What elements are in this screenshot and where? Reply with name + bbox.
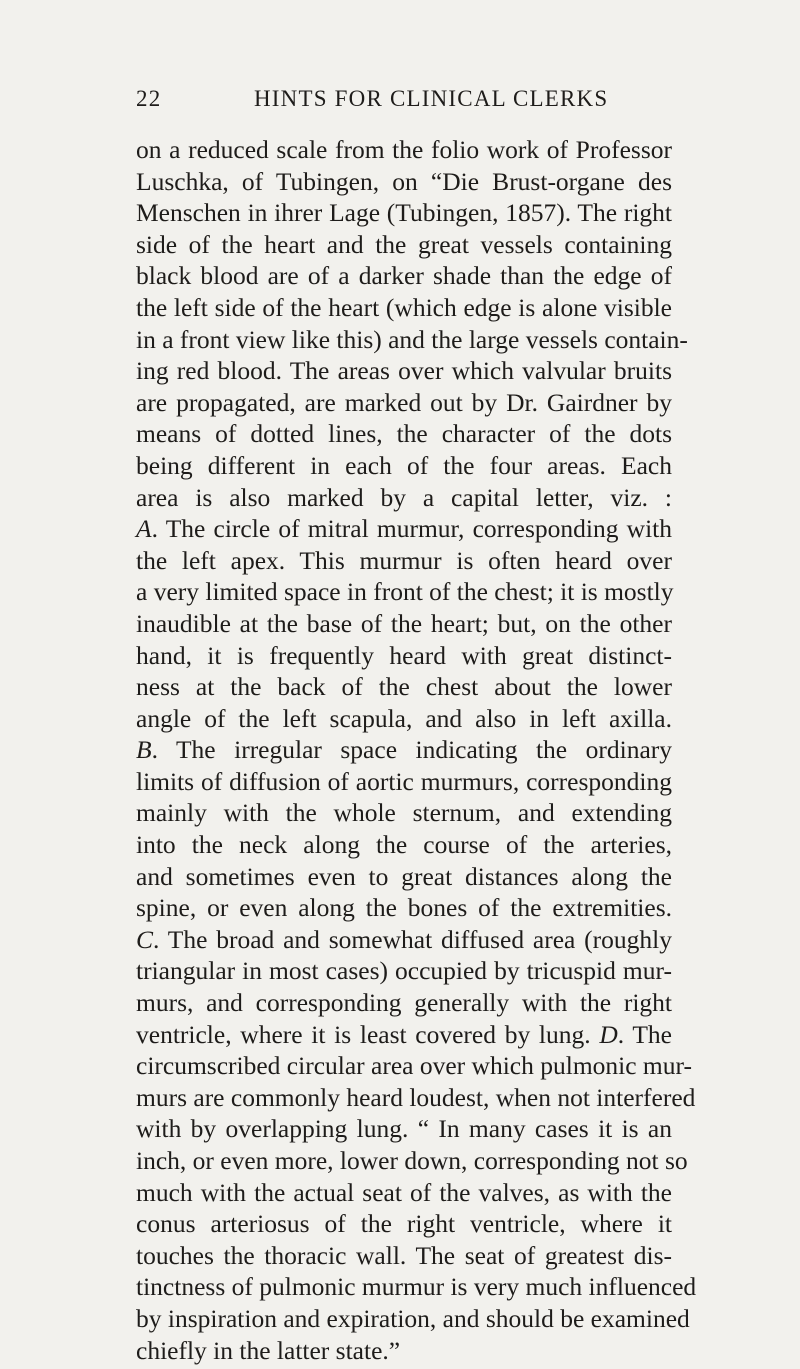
text-line: Menschen in ihrer Lage (Tubingen, 1857). The right — [136, 198, 672, 228]
text-line: and sometimes even to great distances along the — [136, 861, 672, 891]
text-line: touches the thoracic wall. The seat of greatest dis- — [136, 1240, 672, 1270]
text-line: with by overlapping lung. “ In many cases it is an — [136, 1114, 672, 1144]
text-line: are propagated, are marked out by Dr. Gairdner by — [136, 387, 672, 417]
text-line: murs, and corresponding generally with the right — [136, 988, 672, 1018]
text-line: inaudible at the base of the heart; but, on the other — [136, 608, 672, 638]
text-line: Luschka, of Tubingen, on “Die Brust-organe des — [136, 166, 672, 196]
text-line: murs are commonly heard loudest, when not interfered — [136, 1082, 696, 1112]
text-line: chiefly in the latter state.” — [136, 1335, 401, 1365]
text-line: circumscribed circular area over which pulmonic mur- — [136, 1051, 692, 1081]
text-line: inch, or even more, lower down, corresponding not so — [136, 1146, 688, 1175]
text-line: triangular in most cases) occupied by tricuspid mur- — [136, 956, 672, 986]
text-line: in a front view like this) and the large vessels contain- — [136, 324, 688, 354]
text-line: the left side of the heart (which edge is alone visible — [136, 292, 672, 322]
text-line: on a reduced scale from the folio work of Professor — [136, 135, 672, 164]
text-line: C. The broad and somewhat diffused area (roughly — [136, 924, 672, 954]
text-line: side of the heart and the great vessels containing — [136, 229, 672, 259]
text-line: spine, or even along the bones of the extremities. — [136, 893, 672, 923]
text-line: by inspiration and expiration, and should be examined — [136, 1303, 690, 1333]
text-line: tinctness of pulmonic murmur is very much influenced — [136, 1272, 697, 1302]
text-line: black blood are of a darker shade than the edge of — [136, 261, 672, 291]
text-line: means of dotted lines, the character of the dots — [136, 419, 672, 449]
text-line: area is also marked by a capital letter, viz. : — [136, 482, 672, 512]
running-head — [136, 86, 672, 116]
section-letter: C — [136, 924, 154, 954]
text-line: being different in each of the four areas. Each — [136, 450, 672, 480]
text-line: conus arteriosus of the right ventricle, where it — [136, 1209, 672, 1239]
text-line: A. The circle of mitral murmur, corresponding with — [136, 514, 672, 544]
text-line: ing red blood. The areas over which valvular bruits — [136, 356, 672, 386]
text-line: the left apex. This murmur is often heard over — [136, 545, 672, 575]
text-line: ness at the back of the chest about the lower — [136, 672, 672, 702]
text-line: hand, it is frequently heard with great distinct- — [136, 640, 672, 670]
section-letter: D — [599, 1019, 618, 1049]
text-line: mainly with the whole sternum, and extending — [136, 798, 672, 828]
text-line: a very limited space in front of the chest; it is mostly — [136, 577, 674, 607]
text-line: ventricle, where it is least covered by lung. D. The — [136, 1019, 672, 1049]
body-text — [136, 134, 697, 1366]
text-line: angle of the left scapula, and also in left axilla. — [136, 703, 672, 733]
text-line: much with the actual seat of the valves, as with the — [136, 1177, 672, 1207]
section-letter: A — [136, 514, 152, 544]
running-title: HINTS FOR CLINICAL CLERKS — [254, 86, 609, 111]
text-line: into the neck along the course of the arteries, — [136, 830, 672, 860]
page-number: 22 — [136, 86, 162, 111]
section-letter: B — [136, 735, 152, 765]
text-line: B. The irregular space indicating the ordinary — [136, 735, 672, 765]
text-line: limits of diffusion of aortic murmurs, corresponding — [136, 766, 672, 796]
